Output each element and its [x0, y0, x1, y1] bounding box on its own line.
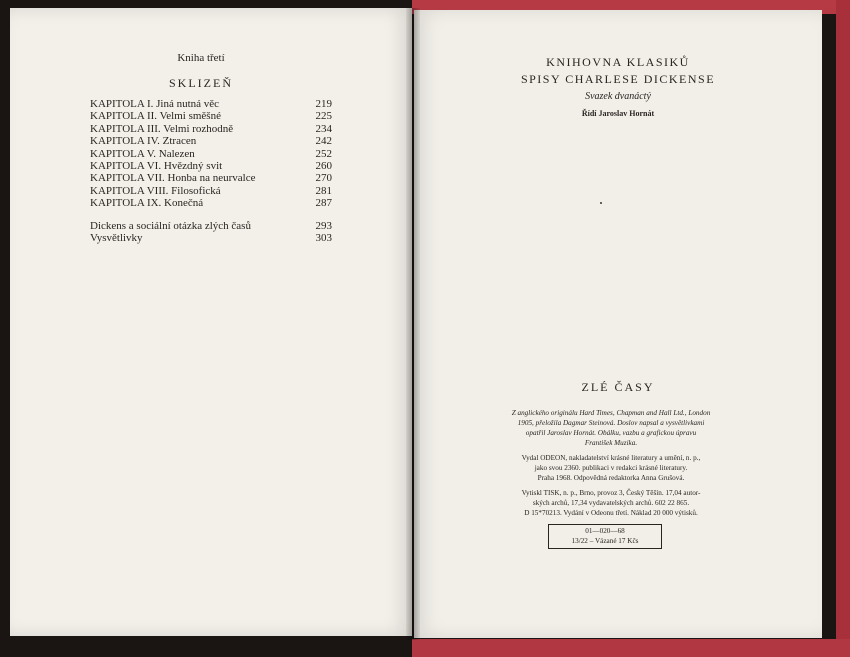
toc-page-number: 252 [315, 147, 332, 160]
toc-chapter-title: KAPITOLA IX. Konečná [90, 197, 204, 210]
cover-edge-right [836, 0, 850, 657]
toc-chapter-title: KAPITOLA VIII. Filosofická [90, 184, 221, 197]
imprint-line: D 15*70213. Vydání v Odeonu třetí. Náklad 20 000 výtisků. [524, 509, 698, 517]
series-editor: Řídí Jaroslav Hornát [581, 109, 655, 118]
toc-chapter-title: KAPITOLA VI. Hvězdný svit [90, 160, 223, 173]
book-gutter [406, 8, 420, 640]
imprint-translation-note [498, 408, 724, 448]
toc-row [90, 232, 332, 244]
toc-page-number: 287 [315, 197, 332, 210]
toc-row [90, 110, 332, 122]
toc-chapter-title: KAPITOLA I. Jiná nutná věc [90, 98, 220, 110]
toc-appendix-title: Dickens a sociální otázka zlých časů [90, 219, 251, 232]
toc-page-number: 225 [315, 110, 332, 123]
paper-speck [600, 202, 602, 204]
price-code: 01—020—68 [585, 527, 625, 535]
part-title: SKLIZEŇ [169, 76, 233, 90]
toc-spacer [90, 210, 332, 220]
toc-page-number: 281 [315, 184, 332, 197]
toc-chapter-title: KAPITOLA III. Velmi rozhodně [90, 122, 234, 135]
toc-appendix-title: Vysvětlivky [90, 232, 143, 245]
toc-page-number: 260 [315, 160, 332, 173]
toc-row [90, 135, 332, 147]
imprint-line: František Muzika. [584, 439, 638, 447]
toc-row [90, 98, 332, 110]
imprint-line: ských archů, 17,34 vydavatelských archů. 602 22 865. [532, 499, 690, 507]
cover-edge-bottom [412, 639, 850, 657]
price-label: 13/22 – Vázané 17 Kčs [571, 537, 639, 545]
imprint-line: Vydal ODEON, nakladatelství krásné literatury a umění, n. p., [521, 454, 701, 462]
table-of-contents [90, 98, 332, 244]
imprint-line: jako svou 2360. publikaci v redakci krásné literatury. [534, 464, 688, 472]
toc-page-number: 303 [315, 232, 332, 245]
toc-page-number: 242 [315, 135, 332, 148]
price-box [548, 524, 662, 549]
toc-row [90, 197, 332, 209]
toc-page-number: 219 [315, 98, 332, 110]
imprint-line: 1905, přeložila Dagmar Steinová. Doslov napsal a vysvětlivkami [517, 419, 705, 427]
toc-row [90, 123, 332, 135]
toc-row [90, 148, 332, 160]
toc-row [90, 185, 332, 197]
imprint-publisher [498, 453, 724, 483]
imprint-line: Z anglického originálu Hard Times, Chapman and Hall Ltd., London [511, 409, 711, 417]
toc-row [90, 220, 332, 232]
toc-page-number: 234 [315, 122, 332, 135]
toc-chapter-title: KAPITOLA VII. Honba na neurvalce [90, 172, 256, 185]
book-label: Kniha třetí [177, 52, 225, 64]
imprint-printer [498, 488, 724, 518]
imprint-line: Vytiskl TISK, n. p., Brno, provoz 3, Český Těšín. 17,04 autor- [521, 489, 701, 497]
imprint-line: Praha 1968. Odpovědná redaktorka Anna Grušová. [537, 474, 685, 482]
book-title: ZLÉ ČASY [581, 380, 655, 394]
series-title: KNIHOVNA KLASIKŮ [546, 55, 690, 69]
volume-number: Svazek dvanáctý [585, 91, 651, 102]
toc-chapter-title: KAPITOLA V. Nalezen [90, 147, 195, 160]
series-subtitle: SPISY CHARLESE DICKENSE [520, 72, 716, 86]
toc-page-number: 270 [315, 172, 332, 185]
toc-chapter-title: KAPITOLA IV. Ztracen [90, 135, 197, 148]
toc-row [90, 172, 332, 184]
toc-chapter-title: KAPITOLA II. Velmi směšné [90, 110, 221, 123]
toc-page-number: 293 [315, 219, 332, 232]
imprint-line: opatřil Jaroslav Hornát. Obálku, vazbu a grafickou úpravu [525, 429, 697, 437]
toc-row [90, 160, 332, 172]
